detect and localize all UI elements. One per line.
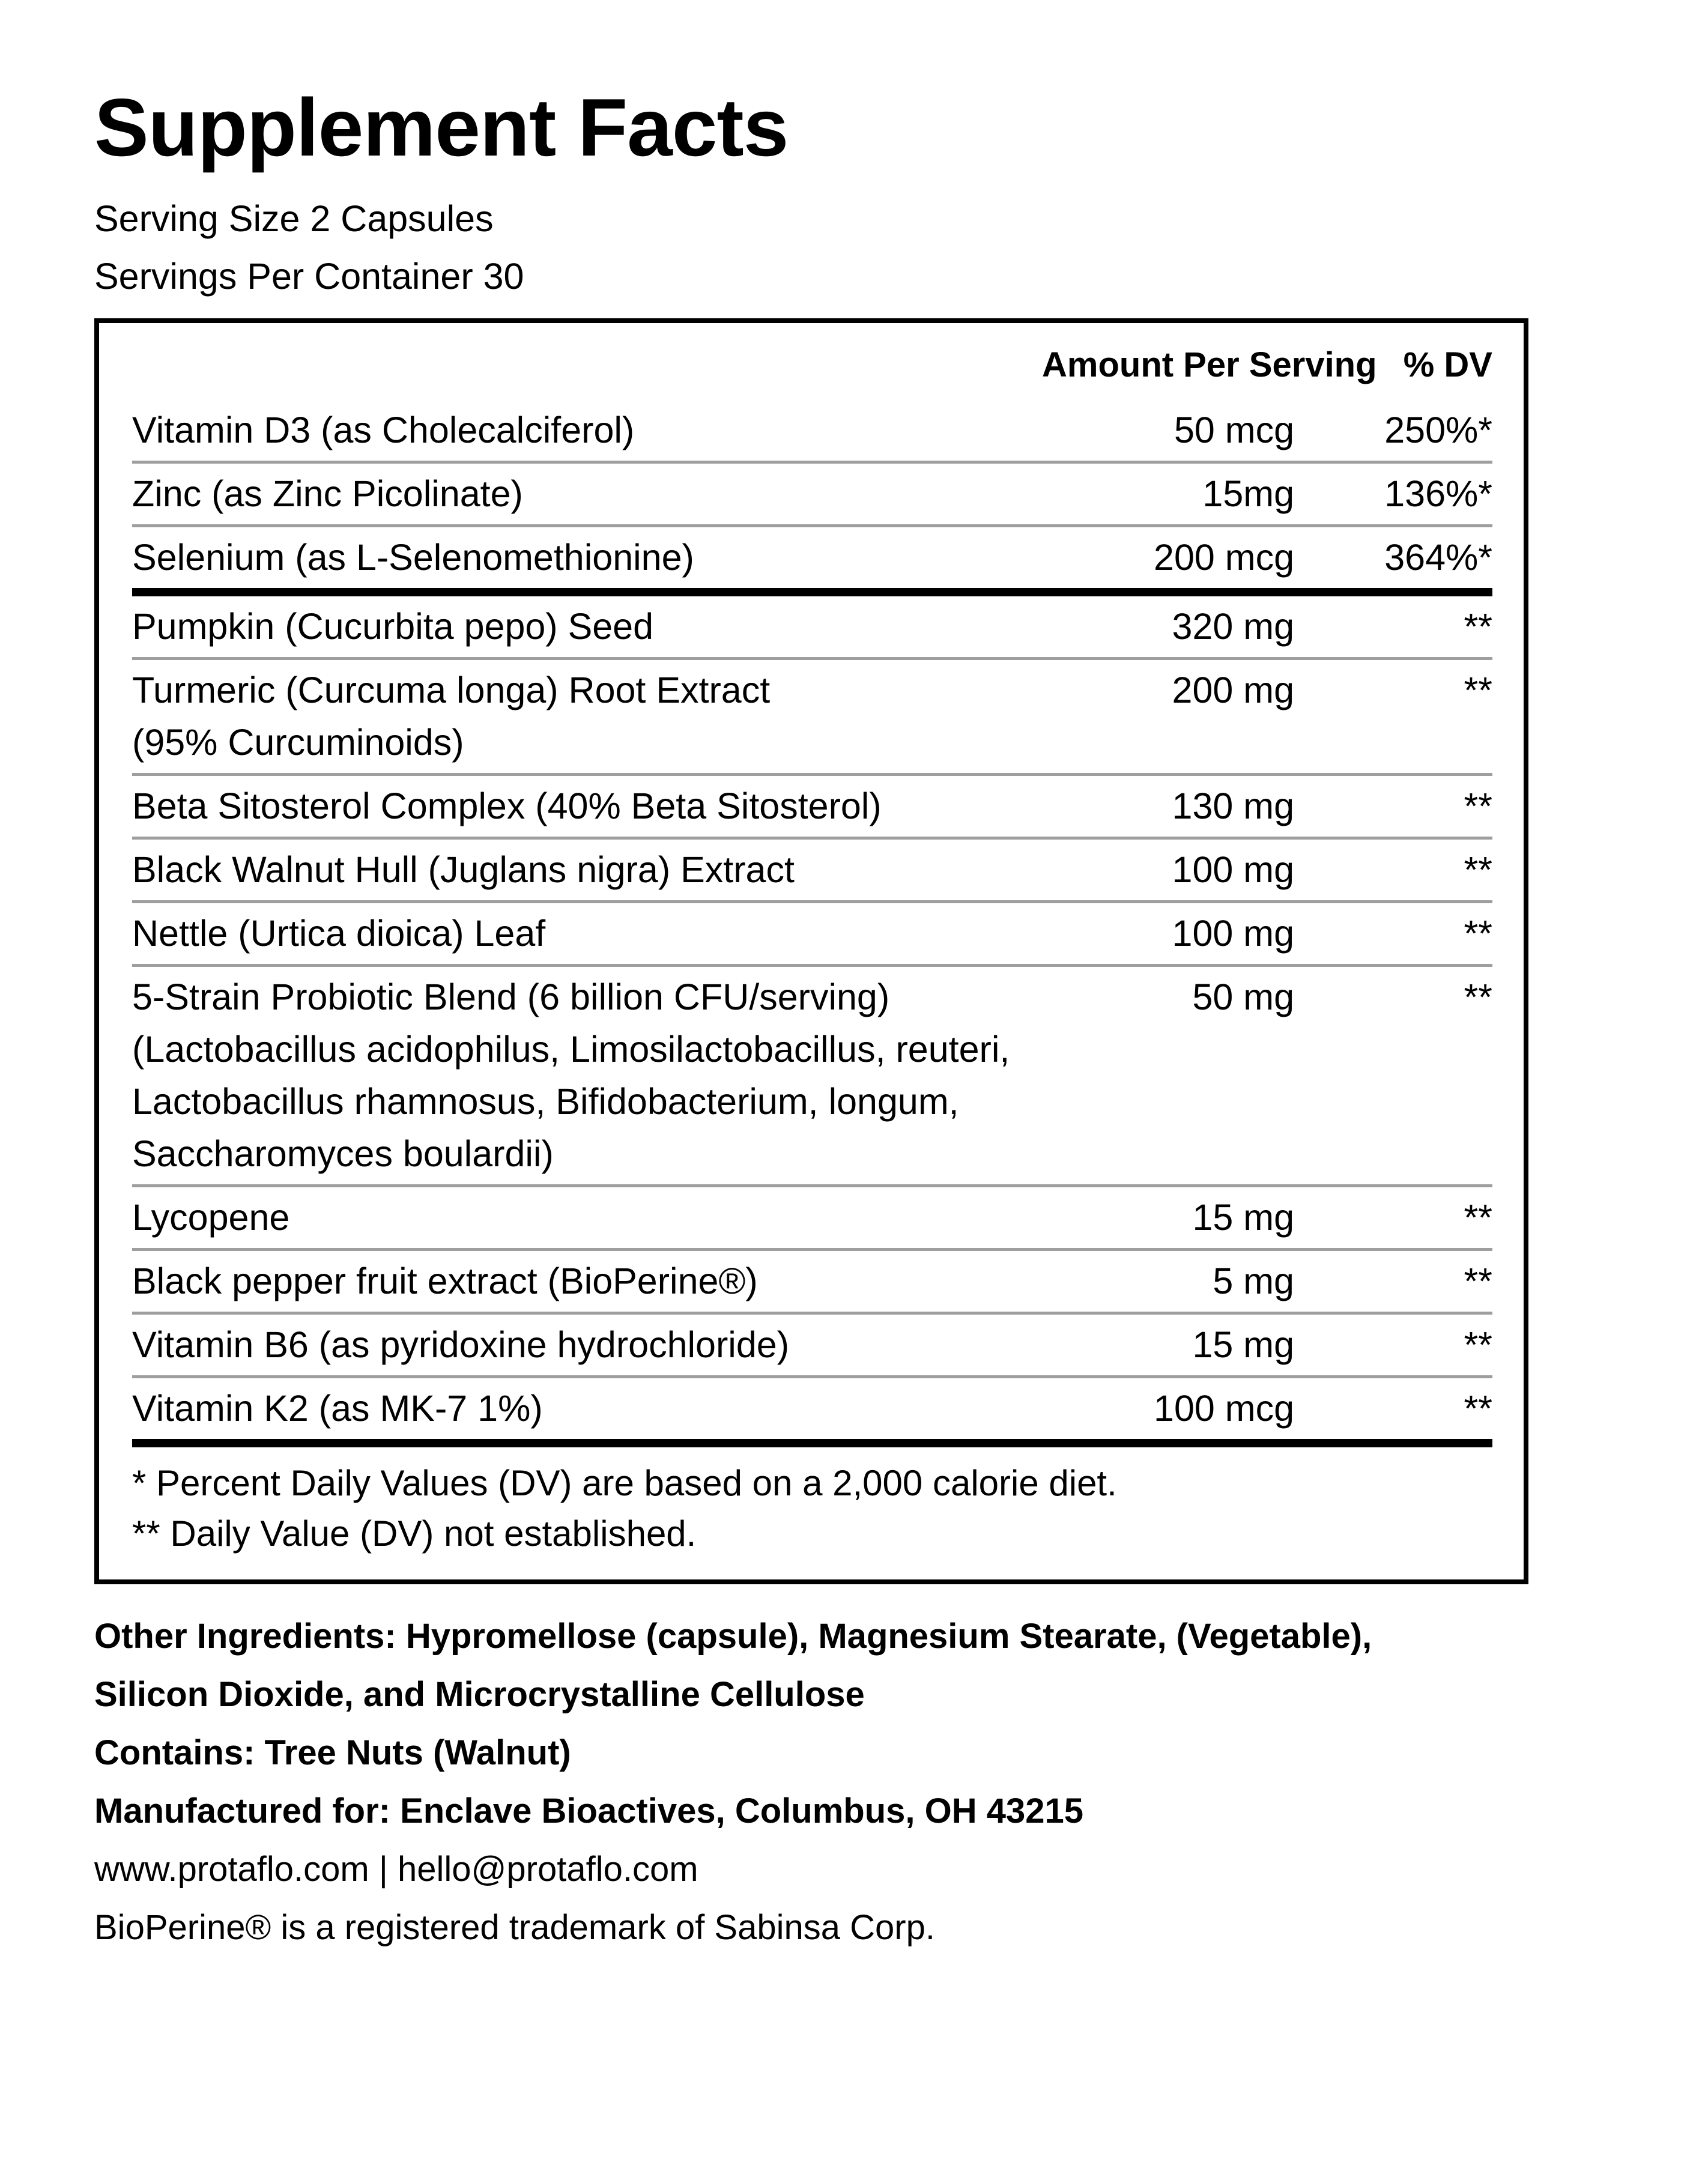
ingredient-name-cell	[132, 664, 1042, 769]
ingredient-rows	[132, 400, 1492, 1447]
ingredient-name-cell	[132, 907, 1042, 960]
table-row	[132, 903, 1492, 964]
table-row	[132, 1251, 1492, 1312]
facts-table-header	[132, 338, 1492, 400]
ingredient-dv: **	[1464, 786, 1492, 826]
percent-dv-header: % DV	[1403, 345, 1492, 384]
ingredient-name-cell	[132, 780, 1042, 832]
table-row	[132, 840, 1492, 900]
footnotes	[132, 1447, 1492, 1563]
serving-size-line: Serving Size 2 Capsules	[94, 198, 494, 239]
table-row	[132, 776, 1492, 837]
ingredient-name: Turmeric (Curcuma longa) Root Extract	[132, 670, 771, 710]
table-row	[132, 400, 1492, 461]
footer	[94, 1607, 1528, 1957]
footer-line: Contains: Tree Nuts (Walnut)	[94, 1733, 571, 1772]
amount-per-serving-header: Amount Per Serving	[1042, 345, 1377, 384]
table-row	[132, 1315, 1492, 1375]
ingredient-name-cell	[132, 1192, 1042, 1244]
table-row	[132, 596, 1492, 657]
ingredient-amount: 5 mg	[1213, 1261, 1294, 1301]
ingredient-name: Selenium (as L-Selenomethionine)	[132, 537, 694, 578]
ingredient-dv: **	[1464, 1324, 1492, 1365]
serving-info	[94, 190, 1528, 305]
ingredient-amount: 15 mg	[1192, 1197, 1294, 1238]
ingredient-name: Nettle (Urtica dioica) Leaf	[132, 913, 546, 954]
ingredient-dv: **	[1464, 670, 1492, 710]
ingredient-name-cell	[132, 1255, 1042, 1307]
ingredient-name: Pumpkin (Cucurbita pepo) Seed	[132, 606, 654, 647]
ingredient-amount: 50 mcg	[1173, 410, 1294, 450]
ingredient-amount: 130 mg	[1172, 786, 1294, 826]
ingredient-name: Vitamin B6 (as pyridoxine hydrochloride)	[132, 1324, 790, 1365]
page-title: Supplement Facts	[94, 82, 789, 173]
ingredient-continuation-line: Saccharomyces boulardii)	[132, 1133, 554, 1174]
footnote-line: * Percent Daily Values (DV) are based on a 2,000 calorie diet.	[132, 1463, 1117, 1503]
ingredient-dv: **	[1464, 913, 1492, 954]
footer-line: Manufactured for: Enclave Bioactives, Columbus, OH 43215	[94, 1791, 1084, 1830]
footnote-line: ** Daily Value (DV) not established.	[132, 1513, 697, 1554]
footer-line: BioPerine® is a registered trademark of Sabinsa Corp.	[94, 1908, 935, 1947]
ingredient-dv: **	[1464, 1388, 1492, 1429]
table-row	[132, 660, 1492, 773]
ingredient-name: 5-Strain Probiotic Blend (6 billion CFU/serving)	[132, 977, 890, 1017]
ingredient-amount: 100 mg	[1172, 913, 1294, 954]
ingredient-name: Black pepper fruit extract (BioPerine®)	[132, 1261, 758, 1301]
footer-line: Other Ingredients: Hypromellose (capsule), Magnesium Stearate, (Vegetable),	[94, 1617, 1372, 1656]
ingredient-name-cell	[132, 601, 1042, 653]
ingredient-name: Beta Sitosterol Complex (40% Beta Sitosterol)	[132, 786, 882, 826]
ingredient-continuation-line: Lactobacillus rhamnosus, Bifidobacterium, longum,	[132, 1081, 959, 1122]
ingredient-dv: 250%*	[1384, 410, 1492, 450]
supplement-label	[94, 83, 1528, 1957]
ingredient-name-cell	[132, 1382, 1042, 1435]
ingredient-amount: 50 mg	[1192, 977, 1294, 1017]
ingredient-amount: 15mg	[1202, 473, 1294, 514]
ingredient-dv: **	[1464, 849, 1492, 890]
ingredient-name-cell	[132, 531, 1042, 584]
ingredient-dv: 136%*	[1384, 473, 1492, 514]
ingredient-name: Vitamin D3 (as Cholecalciferol)	[132, 410, 635, 450]
ingredient-name: Zinc (as Zinc Picolinate)	[132, 473, 523, 514]
table-row	[132, 464, 1492, 524]
servings-per-container-line: Servings Per Container 30	[94, 256, 524, 297]
ingredient-name-cell	[132, 468, 1042, 520]
ingredient-name-cell	[132, 404, 1042, 456]
ingredient-name-cell	[132, 971, 1042, 1180]
table-row	[132, 1187, 1492, 1248]
ingredient-name-cell	[132, 1319, 1042, 1371]
ingredient-dv: **	[1464, 606, 1492, 647]
ingredient-amount: 320 mg	[1172, 606, 1294, 647]
table-row	[132, 967, 1492, 1184]
table-row	[132, 527, 1492, 588]
footer-line: www.protaflo.com | hello@protaflo.com	[94, 1850, 698, 1889]
thick-divider	[132, 1439, 1492, 1447]
ingredient-name-cell	[132, 844, 1042, 896]
ingredient-amount: 100 mcg	[1154, 1388, 1294, 1429]
footer-line: Silicon Dioxide, and Microcrystalline Cellulose	[94, 1675, 865, 1714]
supplement-facts-box	[94, 318, 1528, 1584]
ingredient-continuation-line: (Lactobacillus acidophilus, Limosilactobacillus, reuteri,	[132, 1029, 1010, 1070]
ingredient-continuation-line: (95% Curcuminoids)	[132, 722, 464, 763]
ingredient-dv: 364%*	[1384, 537, 1492, 578]
ingredient-name: Black Walnut Hull (Juglans nigra) Extract	[132, 849, 795, 890]
ingredient-amount: 200 mg	[1172, 670, 1294, 710]
ingredient-amount: 15 mg	[1192, 1324, 1294, 1365]
ingredient-amount: 200 mcg	[1154, 537, 1294, 578]
ingredient-dv: **	[1464, 1261, 1492, 1301]
ingredient-amount: 100 mg	[1172, 849, 1294, 890]
thick-divider	[132, 588, 1492, 596]
ingredient-name: Lycopene	[132, 1197, 290, 1238]
ingredient-dv: **	[1464, 1197, 1492, 1238]
table-row	[132, 1378, 1492, 1439]
ingredient-name: Vitamin K2 (as MK-7 1%)	[132, 1388, 543, 1429]
ingredient-dv: **	[1464, 977, 1492, 1017]
